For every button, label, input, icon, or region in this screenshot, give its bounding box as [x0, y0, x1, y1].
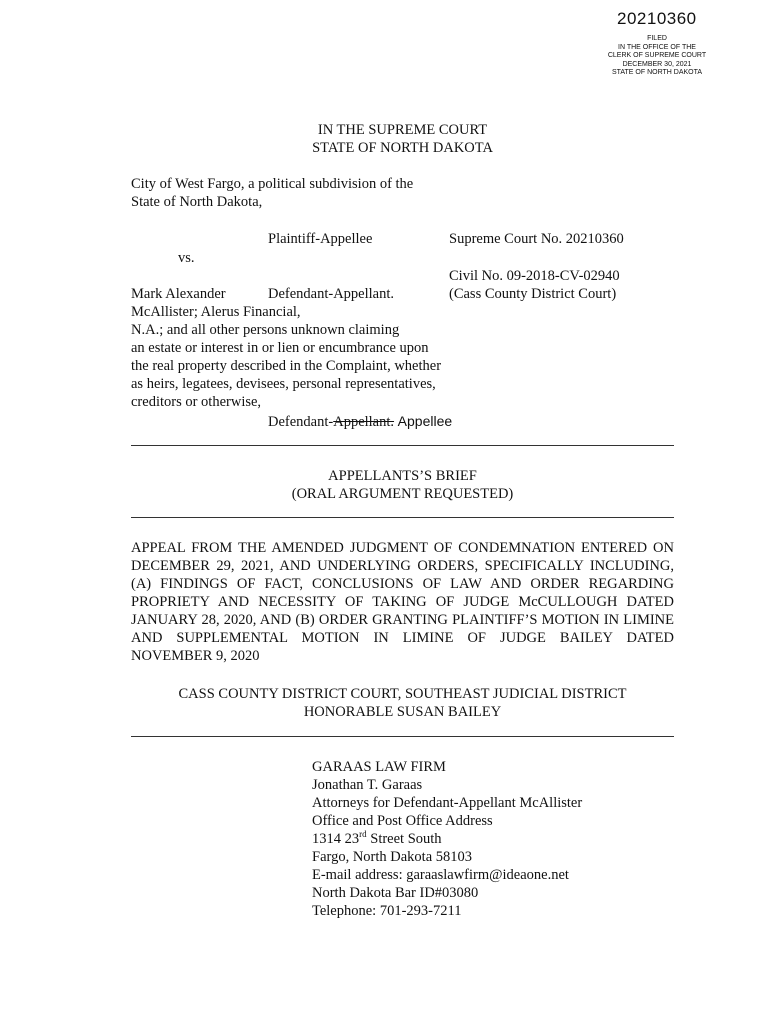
- filing-stamp: [596, 35, 718, 78]
- plaintiff-line: City of West Fargo, a political subdivision of the: [131, 176, 414, 192]
- street-suffix: rd: [359, 829, 367, 840]
- defendant-line: an estate or interest in or lien or encumbrance upon: [131, 340, 429, 356]
- divider: [131, 517, 674, 518]
- defendant-line: creditors or otherwise,: [131, 394, 262, 410]
- defendant-parties: [131, 303, 441, 411]
- defendant-line: McAllister; Alerus Financial,: [131, 304, 301, 320]
- filing-number: 20210360: [617, 9, 697, 28]
- plaintiff-name: [131, 175, 413, 211]
- stamp-line: FILED: [647, 35, 667, 42]
- stamp-line: STATE OF NORTH DAKOTA: [611, 69, 703, 76]
- attorney-name: Jonathan T. Garaas: [312, 777, 423, 793]
- brief-subtitle: (ORAL ARGUMENT REQUESTED): [291, 486, 514, 502]
- street-address: [312, 830, 582, 848]
- email-address: E-mail address: garaaslawfirm@ideaone.net: [312, 867, 569, 883]
- divider: [131, 445, 674, 446]
- stamp-line: IN THE OFFICE OF THE: [618, 43, 696, 51]
- district-court-label: (Cass County District Court): [449, 286, 617, 302]
- firm-name: GARAAS LAW FIRM: [312, 759, 446, 775]
- plaintiff-role: Plaintiff-Appellee: [268, 231, 373, 247]
- defendant-line: N.A.; and all other persons unknown claiming: [131, 322, 400, 338]
- telephone: Telephone: 701-293-7211: [312, 903, 462, 919]
- brief-title-block: [200, 467, 605, 503]
- versus: vs.: [178, 250, 195, 266]
- attorney-role: Attorneys for Defendant-Appellant McAllister: [312, 795, 583, 811]
- final-role-prefix: Defendant-: [268, 414, 334, 430]
- court-name: IN THE SUPREME COURT: [317, 122, 488, 138]
- street-name: Street South: [366, 831, 442, 847]
- supreme-court-number: Supreme Court No. 20210360: [449, 231, 624, 247]
- stamp-line: DECEMBER 30, 2021: [622, 60, 692, 68]
- office-label: Office and Post Office Address: [312, 813, 493, 829]
- defendant-line: as heirs, legatees, devisees, personal representatives,: [131, 376, 436, 392]
- defendant-role: Defendant-Appellant.: [268, 286, 395, 302]
- final-role-struck: Appellant.: [333, 414, 395, 430]
- final-role-correction: Appellee: [397, 413, 453, 429]
- divider: [131, 736, 674, 737]
- court-state: STATE OF NORTH DAKOTA: [312, 140, 493, 156]
- city-state-zip: Fargo, North Dakota 58103: [312, 849, 473, 865]
- appeal-statement: APPEAL FROM THE AMENDED JUDGMENT OF CONDEMNATION ENTERED ON DECEMBER 29, 2021, AND UNDERLYING ORDERS, SPECIFICALLY INCLUDING, (A) FINDINGS OF FACT, CONCLUSIONS OF LAW AND ORDER REGARDING PROPRIETY AND NECESSITY OF TAKING OF JUDGE McCULLOUGH DATED JANUARY 28, 2020, AND (B) ORDER GRANTING PLAINTIFF’S MOTION IN LIMINE AND SUPPLEMENTAL MOTION IN LIMINE OF JUDGE BAILEY DATED NOVEMBER 9, 2020: [131, 540, 674, 664]
- attorney-block: [312, 758, 582, 920]
- street-number: 1314 23: [312, 831, 360, 847]
- plaintiff-line: State of North Dakota,: [131, 194, 263, 210]
- district-judge: HONORABLE SUSAN BAILEY: [303, 704, 502, 720]
- final-role: [268, 412, 452, 431]
- defendant-line: the real property described in the Complaint, whether: [131, 358, 442, 374]
- brief-title: APPELLANTS’S BRIEF: [328, 468, 477, 484]
- civil-number: Civil No. 09-2018-CV-02940: [449, 268, 620, 284]
- district-court-name: CASS COUNTY DISTRICT COURT, SOUTHEAST JUDICIAL DISTRICT: [178, 686, 627, 702]
- stamp-line: CLERK OF SUPREME COURT: [607, 52, 707, 59]
- court-heading: [200, 121, 605, 157]
- bar-id: North Dakota Bar ID#03080: [312, 885, 479, 901]
- district-court-block: [131, 685, 674, 721]
- defendant-name: Mark Alexander: [131, 286, 226, 302]
